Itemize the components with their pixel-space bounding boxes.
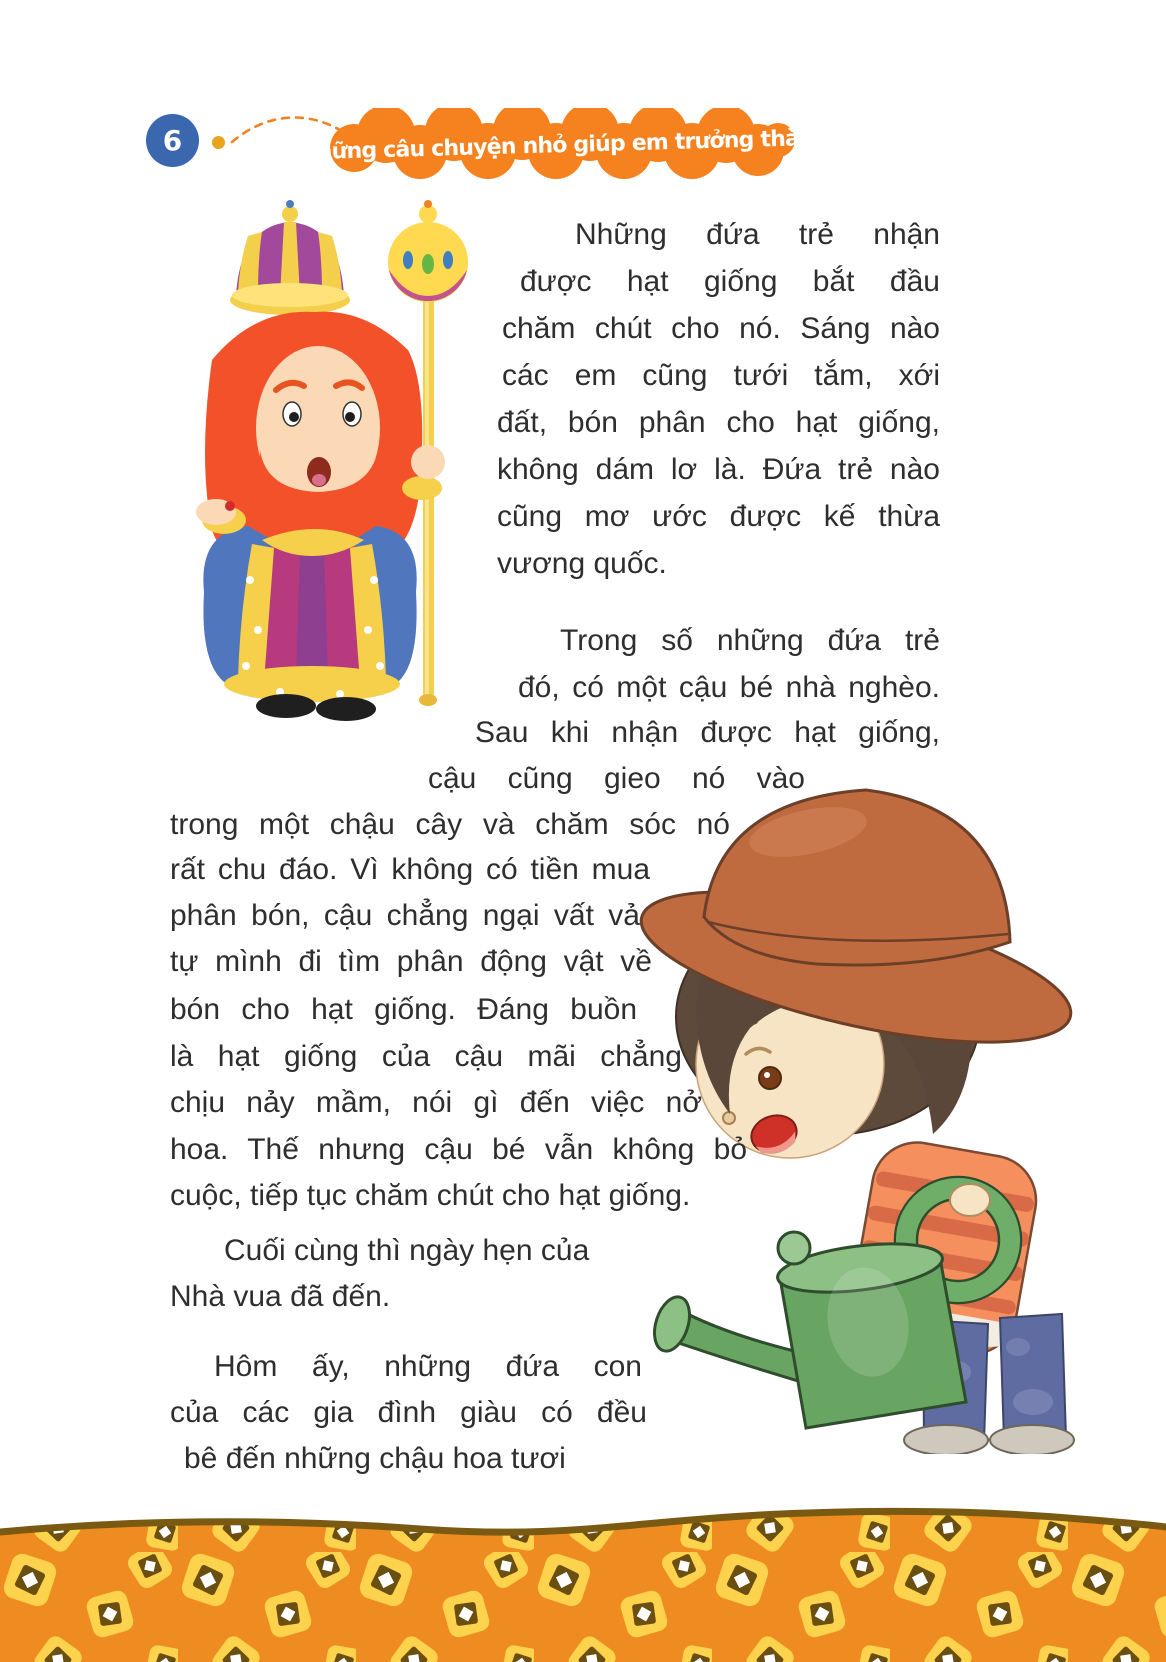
story-line: hoa. Thế nhưng cậu bé vẫn không bỏ: [170, 1133, 747, 1166]
page-title: Những câu chuyện nhỏ giúp em trưởng thành: [298, 125, 830, 165]
king-shoe: [316, 697, 376, 721]
story-line: được hạt giống bắt đầu: [520, 265, 940, 298]
story-line: cậu cũng gieo nó vào: [428, 762, 805, 795]
story-line: phân bón, cậu chẳng ngại vất vả: [170, 899, 640, 932]
story-line: Sau khi nhận được hạt giống,: [475, 716, 940, 749]
story-line: của các gia đình giàu có đều: [170, 1396, 647, 1429]
story-line: đất, bón phân cho hạt giống,: [497, 406, 940, 439]
story-line: cũng mơ ước được kế thừa: [497, 500, 940, 533]
story-line: bón cho hạt giống. Đáng buồn: [170, 993, 637, 1026]
story-line: đó, có một cậu bé nhà nghèo.: [518, 671, 940, 704]
king-shoe: [256, 694, 316, 718]
story-line: rất chu đáo. Vì không có tiền mua: [170, 853, 650, 886]
story-line: chăm chút cho nó. Sáng nào: [502, 312, 940, 345]
story-line: trong một chậu cây và chăm sóc nó: [170, 808, 730, 841]
story-line: Trong số những đứa trẻ: [560, 624, 940, 657]
page-number: 6: [162, 124, 183, 157]
story-line: chịu nảy mầm, nói gì đến việc nở: [170, 1086, 702, 1119]
story-line: các em cũng tưới tắm, xới: [502, 359, 940, 392]
story-line: không dám lơ là. Đứa trẻ nào: [497, 453, 940, 486]
story-line: Những đứa trẻ nhận: [575, 218, 940, 251]
story-line: cuộc, tiếp tục chăm chút cho hạt giống.: [170, 1179, 691, 1212]
story-line: bê đến những chậu hoa tươi: [184, 1442, 566, 1475]
boy-hand: [950, 1184, 990, 1216]
story-line: vương quốc.: [497, 547, 667, 580]
crown-icon: [230, 200, 350, 315]
story-line: Hôm ấy, những đứa con: [214, 1350, 642, 1383]
story-line: tự mình đi tìm phân động vật về: [170, 945, 652, 978]
king-robe: [203, 526, 416, 702]
page-number-badge: [146, 114, 199, 167]
king-illustration: [140, 200, 480, 740]
story-line: Cuối cùng thì ngày hẹn của: [224, 1234, 590, 1267]
footer-pattern: [0, 1420, 1166, 1662]
story-line: Nhà vua đã đến.: [170, 1280, 391, 1313]
story-line: là hạt giống của cậu mãi chẳng: [170, 1040, 682, 1073]
